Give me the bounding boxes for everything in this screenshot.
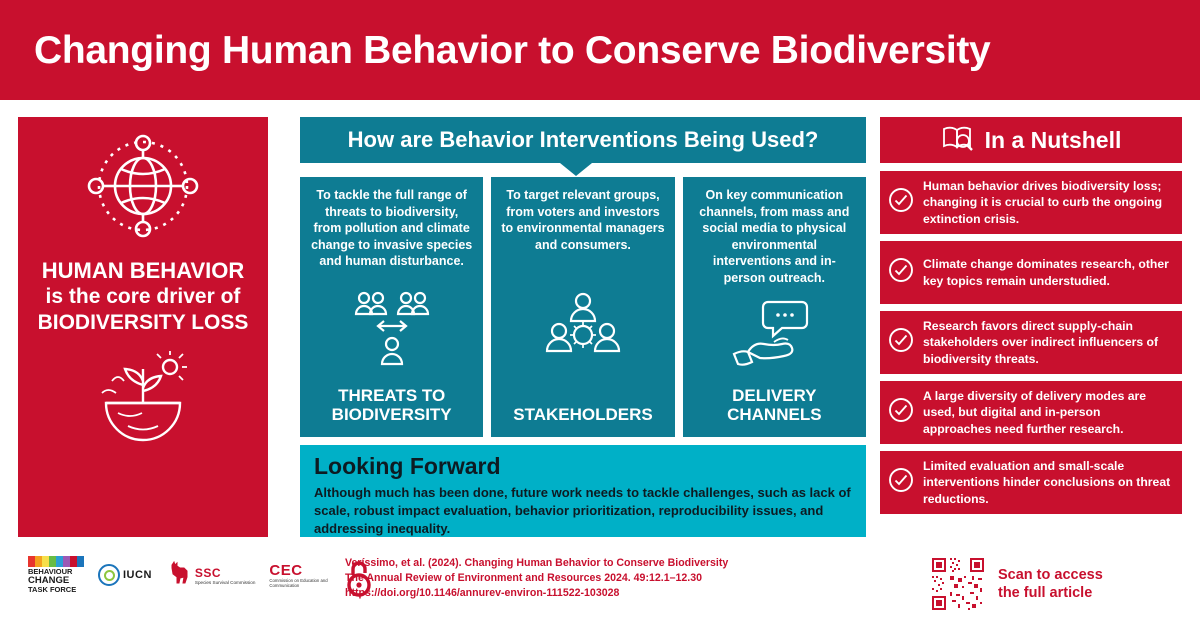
looking-forward-panel	[300, 445, 866, 537]
citation-block	[345, 556, 825, 601]
citation-doi-link[interactable]: https://doi.org/10.1146/annurev-environ-111522-103028	[345, 587, 620, 600]
qr-block[interactable]	[930, 556, 1103, 612]
check-circle-icon	[888, 257, 914, 288]
scan-line2: the full article	[998, 585, 1093, 601]
list-item	[880, 241, 1182, 304]
card-threats-text: To tackle the full range of threats to biodiversity, from pollution and climate change to invasive species and human disturbance.	[311, 188, 473, 268]
cec-sublabel: Commission on Education and Communication	[269, 577, 328, 588]
scan-label	[998, 566, 1103, 602]
list-item	[880, 451, 1182, 514]
heading-notch	[560, 163, 592, 176]
ssc-logo	[166, 561, 256, 590]
logo-color-bars	[28, 556, 84, 567]
check-circle-icon	[888, 187, 914, 218]
check-circle-icon	[888, 327, 914, 358]
key-message-line2: is the core driver of	[45, 285, 241, 309]
logo-line2: CHANGE	[28, 575, 70, 587]
partner-logos	[28, 556, 341, 594]
cec-logo	[269, 562, 341, 589]
ssc-label: SSC Species Survival Commission	[194, 565, 256, 585]
key-message-text	[30, 258, 257, 335]
card-delivery-title: DELIVERY CHANNELS	[727, 385, 822, 425]
list-item-text: Human behavior drives biodiversity loss; changing it is crucial to curb the ongoing extinction crisis.	[923, 179, 1163, 226]
list-item-text: Research favors direct supply-chain stakeholders over indirect influencers of biodiversity threats.	[923, 319, 1159, 366]
intervention-cards	[300, 177, 866, 437]
page-title: Changing Human Behavior to Conserve Biodiversity	[34, 28, 991, 72]
list-item-text: Climate change dominates research, other key topics remain understudied.	[923, 257, 1169, 288]
interventions-heading-text: How are Behavior Interventions Being Used?	[347, 127, 819, 152]
card-delivery	[683, 177, 866, 437]
logo-line1: BEHAVIOUR	[28, 567, 73, 576]
stakeholders-group-icon	[533, 253, 633, 405]
ssc-deer-icon	[166, 561, 192, 590]
key-message-line1: HUMAN BEHAVIOR	[41, 258, 245, 283]
iucn-ring-icon	[98, 564, 120, 586]
iucn-logo	[98, 564, 152, 586]
list-item	[880, 381, 1182, 444]
looking-forward-body: Although much has been done, future work needs to tackle challenges, such as lack of scale, robust impact evaluation, behavior prioritization, reproducibility issues, and addressing inequality.	[314, 485, 851, 536]
card-stakeholders-title: STAKEHOLDERS	[513, 405, 653, 425]
people-groups-icon	[342, 270, 442, 386]
cec-label: CEC	[269, 561, 303, 579]
hand-speech-bubble-icon	[724, 286, 824, 386]
check-circle-icon	[888, 397, 914, 428]
list-item	[880, 171, 1182, 234]
ssc-sublabel: Species Survival Commission	[194, 579, 256, 585]
list-item	[880, 311, 1182, 374]
page-header	[0, 0, 1200, 100]
logo-line3: TASK FORCE	[28, 585, 77, 595]
card-stakeholders-text: To target relevant groups, from voters and investors to environmental managers and consumers.	[501, 188, 665, 252]
plant-in-globe-icon	[88, 351, 198, 456]
list-item-text: Limited evaluation and small-scale interventions hinder conclusions on threat reductions.	[923, 459, 1171, 506]
book-magnifier-icon	[941, 123, 975, 158]
looking-forward-heading: Looking Forward	[314, 453, 501, 479]
interventions-heading	[300, 117, 866, 163]
nutshell-heading-text: In a Nutshell	[984, 126, 1122, 153]
key-message-panel	[18, 117, 268, 537]
card-delivery-text: On key communication channels, from mass and social media to physical environmental interventions and in-person outreach.	[699, 188, 850, 285]
globe-network-icon	[83, 131, 203, 246]
iucn-label: IUCN	[123, 569, 152, 582]
card-stakeholders	[491, 177, 674, 437]
nutshell-list	[880, 171, 1182, 521]
nutshell-heading	[880, 117, 1182, 163]
list-item-text: A large diversity of delivery modes are used, but digital and in-person approaches need further research.	[923, 389, 1147, 436]
qr-code-icon[interactable]	[930, 556, 986, 612]
behaviour-change-task-force-logo	[28, 556, 84, 594]
scan-line1: Scan to access	[998, 566, 1103, 583]
card-threats	[300, 177, 483, 437]
card-threats-title: THREATS TO BIODIVERSITY	[331, 385, 452, 425]
citation-line2: The Annual Review of Environment and Resources 2024. 49:12.1–12.30	[345, 572, 702, 585]
key-message-line3: BIODIVERSITY LOSS	[37, 310, 249, 334]
check-circle-icon	[888, 467, 914, 498]
citation-line1: Veríssimo, et al. (2024). Changing Human Behavior to Conserve Biodiversity	[345, 557, 729, 569]
